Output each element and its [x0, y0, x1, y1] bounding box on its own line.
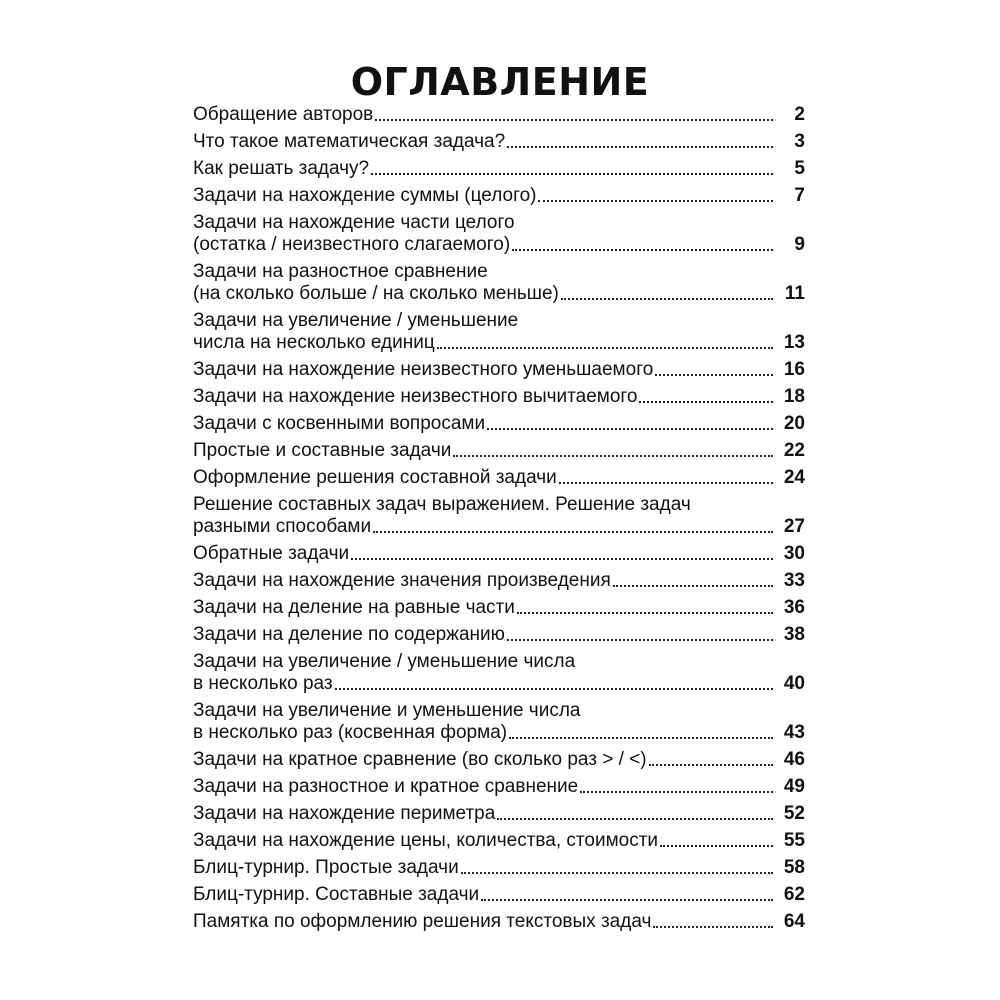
toc-page-number: 36 [783, 597, 805, 618]
dot-leader [335, 687, 773, 690]
dot-leader [453, 454, 773, 457]
toc-entry-title-line: Задачи с косвенными вопросами [193, 413, 486, 434]
toc-entry-title-line: Задачи на кратное сравнение (во сколько раз > / <) [193, 749, 647, 770]
toc-entry-title-line: Что такое математическая задача? [193, 131, 506, 152]
toc-page-number: 43 [783, 722, 805, 743]
toc-entry-row [193, 624, 805, 646]
dot-leader [497, 817, 773, 820]
toc-entry[interactable] [193, 700, 805, 744]
toc-entry-title-line: в несколько раз (косвенная форма) [193, 722, 508, 743]
toc-entry[interactable] [193, 158, 805, 180]
toc-page-number: 38 [783, 624, 805, 645]
toc-page-number: 20 [783, 413, 805, 434]
toc-entry[interactable] [193, 803, 805, 825]
toc-entry[interactable] [193, 830, 805, 852]
dot-leader [639, 400, 773, 403]
toc-entry-title-line: Задачи на деление по содержанию [193, 624, 505, 645]
toc-entry[interactable] [193, 857, 805, 879]
toc-entry[interactable] [193, 212, 805, 256]
toc-entry-row [193, 158, 805, 180]
toc-entry-row [193, 597, 805, 619]
toc-entry-row [193, 359, 805, 381]
dot-leader [375, 118, 773, 121]
toc-entry-title-line: Блиц-турнир. Простые задачи [193, 857, 459, 878]
dot-leader [655, 373, 773, 376]
toc-entry[interactable] [193, 261, 805, 305]
toc-page-number: 33 [783, 570, 805, 591]
toc-entry[interactable] [193, 440, 805, 462]
toc-entry[interactable] [193, 494, 805, 538]
dot-leader [507, 638, 773, 641]
toc-page-number: 7 [794, 185, 805, 206]
toc-entry-title-line: числа на несколько единиц [193, 332, 435, 353]
dot-leader [351, 557, 773, 560]
toc-entry-title-line: Задачи на нахождение значения произведения [193, 570, 611, 591]
toc-page-number: 22 [783, 440, 805, 461]
toc-entry-title-line: Памятка по оформлению решения текстовых задач [193, 911, 652, 932]
toc-page-number: 9 [794, 234, 805, 255]
toc-entry[interactable] [193, 104, 805, 126]
toc-entry[interactable] [193, 131, 805, 153]
toc-entry[interactable] [193, 749, 805, 771]
toc-entry-row [193, 884, 805, 906]
dot-leader [371, 172, 773, 175]
toc-page-number: 16 [783, 359, 805, 380]
toc-entry-title-line: Задачи на нахождение неизвестного вычитаемого [193, 386, 638, 407]
page-title: ОГЛАВЛЕНИЕ [350, 60, 650, 104]
toc-entry-title-line: Задачи на деление на равные части [193, 597, 515, 618]
toc-entry-row [193, 413, 805, 435]
dot-leader [481, 898, 773, 901]
dot-leader [649, 763, 773, 766]
toc-page-number: 2 [794, 104, 805, 125]
toc-entry[interactable] [193, 359, 805, 381]
toc-page-number: 49 [783, 776, 805, 797]
toc-page-number: 40 [783, 673, 805, 694]
toc-entry[interactable] [193, 413, 805, 435]
toc-entry-title-line: Задачи на нахождение периметра [193, 803, 496, 824]
toc-page-number: 55 [783, 830, 805, 851]
toc-entry-title-line: Обратные задачи [193, 543, 350, 564]
toc-entry-row [193, 776, 805, 798]
toc-page-number: 18 [783, 386, 805, 407]
toc-entry[interactable] [193, 185, 805, 207]
toc-entry[interactable] [193, 597, 805, 619]
toc-entry-title-line: Задачи на нахождение части целого [193, 212, 515, 233]
toc-entry-title-line: Задачи на нахождение суммы (целого) [193, 185, 537, 206]
toc-entry-title-line: Оформление решения составной задачи [193, 467, 557, 488]
toc-entry-row [193, 830, 805, 852]
toc-page-number: 3 [794, 131, 805, 152]
dot-leader [461, 871, 773, 874]
toc-entry-row [193, 673, 805, 695]
dot-leader [507, 145, 773, 148]
toc-entry-title-line: Задачи на увеличение / уменьшение [193, 310, 519, 331]
toc-entry-title-line: Как решать задачу? [193, 158, 370, 179]
toc-entry-row [193, 803, 805, 825]
toc-entry-title-line: в несколько раз [193, 673, 333, 694]
dot-leader [487, 427, 773, 430]
dot-leader [437, 346, 773, 349]
dot-leader [559, 481, 773, 484]
toc-entry[interactable] [193, 776, 805, 798]
toc-page-number: 46 [783, 749, 805, 770]
toc-entry[interactable] [193, 570, 805, 592]
dot-leader [580, 790, 773, 793]
toc-entry-title-line: Решение составных задач выражением. Решение задач [193, 494, 691, 515]
dot-leader [538, 199, 773, 202]
toc-page-number: 13 [783, 332, 805, 353]
toc-entry-row [193, 440, 805, 462]
toc-entry[interactable] [193, 884, 805, 906]
toc-page-number: 52 [783, 803, 805, 824]
dot-leader [373, 530, 773, 533]
dot-leader [613, 584, 773, 587]
toc-entry-title-line: Блиц-турнир. Составные задачи [193, 884, 480, 905]
toc-entry-title-line: Задачи на нахождение неизвестного уменьшаемого [193, 359, 654, 380]
toc-entry-title-line: Задачи на нахождение цены, количества, стоимости [193, 830, 659, 851]
toc-entry-row [193, 332, 805, 354]
dot-leader [517, 611, 773, 614]
toc-entry-row [193, 104, 805, 126]
toc-entry[interactable] [193, 911, 805, 933]
toc-entry-title-line: Задачи на разностное и кратное сравнение [193, 776, 579, 797]
toc-entry-title-line: Простые и составные задачи [193, 440, 452, 461]
toc-entry[interactable] [193, 310, 805, 354]
toc-entry-title-line: (на сколько больше / на сколько меньше) [193, 283, 559, 304]
toc-entry-row [193, 283, 805, 305]
toc-entry-row [193, 722, 805, 744]
toc-entry-row [193, 516, 805, 538]
dot-leader [653, 925, 773, 928]
toc-entry[interactable] [193, 624, 805, 646]
toc-entry[interactable] [193, 386, 805, 408]
toc-page-number: 27 [783, 516, 805, 537]
toc-page-number: 11 [784, 283, 805, 304]
toc-entry-row [193, 911, 805, 933]
toc-entry-title-line: Обращение авторов [193, 104, 374, 125]
toc-page-number: 62 [783, 884, 805, 905]
toc-page-number: 5 [794, 158, 805, 179]
dot-leader [561, 297, 773, 300]
toc-entry-title-line: Задачи на разностное сравнение [193, 261, 488, 282]
toc-entry-row [193, 857, 805, 879]
toc-entry-row [193, 570, 805, 592]
toc-entry-row [193, 131, 805, 153]
toc-entry-row [193, 749, 805, 771]
toc-entry-title-line: Задачи на увеличение и уменьшение числа [193, 700, 581, 721]
toc-page-number: 24 [783, 467, 805, 488]
dot-leader [660, 844, 773, 847]
toc-entry[interactable] [193, 467, 805, 489]
toc-entry-row [193, 234, 805, 256]
toc-entry-title-line: (остатка / неизвестного слагаемого) [193, 234, 511, 255]
toc-page-number: 30 [783, 543, 805, 564]
toc-entry-title-line: разными способами [193, 516, 372, 537]
dot-leader [509, 736, 773, 739]
toc-entry-row [193, 543, 805, 565]
toc-entry-row [193, 467, 805, 489]
toc-entry-row [193, 185, 805, 207]
dot-leader [512, 248, 773, 251]
toc-entry[interactable] [193, 651, 805, 695]
toc-page-number: 58 [783, 857, 805, 878]
toc-entry[interactable] [193, 543, 805, 565]
toc-page-number: 64 [783, 911, 805, 932]
toc-entry-row [193, 386, 805, 408]
toc-entry-title-line: Задачи на увеличение / уменьшение числа [193, 651, 576, 672]
